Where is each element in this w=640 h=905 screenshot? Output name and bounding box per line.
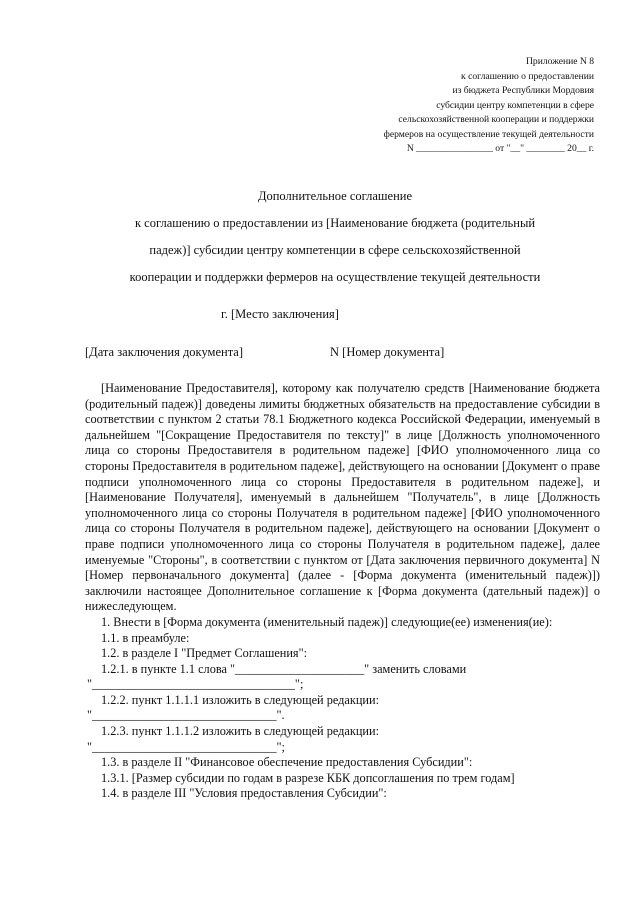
preamble-paragraph: [Наименование Предоставителя], которому как получателю средств [Наименование бюджета (родительный падеж)] доведены лимиты бюджетных обязательств на предоставление субсидии в соответствии с пунктом 2 статьи 78.1 Бюджетного кодекса Российской Федерации, именуемый в дальнейшем "[Сокращение Предоставителя по тексту]" в лице [Должность уполномоченного лица со стороны Предоставителя в родительном падеже] [ФИО уполномоченного лица со стороны Предоставителя в родительном падеже], действующего на основании [Документ о праве подписи уполномоченного лица со стороны Предоставителя в родительном падеже], и [Наименование Получателя], именуемый в дальнейшем "Получатель", в лице [Должность уполномоченного лица со стороны Получателя в родительном падеже] [ФИО уполномоченного лица со стороны Получателя в родительном падеже], действующего на основании [Документ о праве подписи уполномоченного лица со стороны Получателя в родительном падеже], далее именуемые "Стороны", в соответствии с пунктом от [Дата заключения первичного документа] N [Номер первоначального документа] (далее - [Форма документа (именительный падеж)]) заключили настоящее Дополнительное соглашение к [Форма документа (дательный падеж)] о нижеследующем. <box>85 381 600 614</box>
item-1-2: 1.2. в разделе I "Предмет Соглашения": <box>101 646 308 661</box>
agreement-body <box>85 381 600 802</box>
item-1-2-3: 1.2.3. пункт 1.1.1.2 изложить в следующей редакции: <box>101 724 379 739</box>
item-1-2-2-blank: "______________________________". <box>87 708 285 723</box>
item-1-4: 1.4. в разделе III "Условия предоставления Субсидии": <box>101 786 387 801</box>
item-1: 1. Внести в [Форма документа (именительный падеж)] следующие(ее) изменения(ие): <box>101 614 553 629</box>
place-of-conclusion: г. [Место заключения] <box>221 307 339 321</box>
item-1-3: 1.3. в разделе II "Финансовое обеспечение предоставления Субсидии": <box>101 755 473 770</box>
document-title <box>70 183 600 291</box>
attachment-line: сельскохозяйственной кооперации и поддержки <box>398 114 594 125</box>
attachment-header <box>294 55 594 157</box>
title-line: кооперации и поддержки фермеров на осуществление текущей деятельности <box>129 270 541 284</box>
attachment-line: субсидии центру компетенции в сфере <box>436 99 594 111</box>
document-number: N [Номер документа] <box>330 345 445 359</box>
attachment-line: к соглашению о предоставлении <box>461 70 594 82</box>
item-1-2-1-blank: "_________________________________"; <box>87 677 304 692</box>
document-date: [Дата заключения документа] <box>85 345 244 359</box>
title-line: к соглашению о предоставлении из [Наименование бюджета (родительный <box>134 216 536 230</box>
date-number-line <box>85 345 605 360</box>
title-line: Дополнительное соглашение <box>257 189 413 203</box>
item-1-1: 1.1. в преамбуле: <box>101 630 190 645</box>
item-1-2-1: 1.2.1. в пункте 1.1 слова "_____________________" заменить словами <box>101 661 467 676</box>
item-1-2-2: 1.2.2. пункт 1.1.1.1 изложить в следующей редакции: <box>101 692 379 707</box>
attachment-line: из бюджета Республики Мордовия <box>452 85 594 96</box>
item-1-3-1: 1.3.1. [Размер субсидии по годам в разрезе КБК допсоглашения по трем годам] <box>101 770 515 785</box>
attachment-line: N ________________ от "__" ________ 20__ г. <box>406 143 594 154</box>
item-1-2-3-blank: "______________________________"; <box>87 739 285 754</box>
attachment-line: Приложение N 8 <box>525 56 594 67</box>
title-line: падеж)] субсидии центру компетенции в сфере сельскохозяйственной <box>149 243 521 257</box>
attachment-line: фермеров на осуществление текущей деятельности <box>383 128 594 140</box>
